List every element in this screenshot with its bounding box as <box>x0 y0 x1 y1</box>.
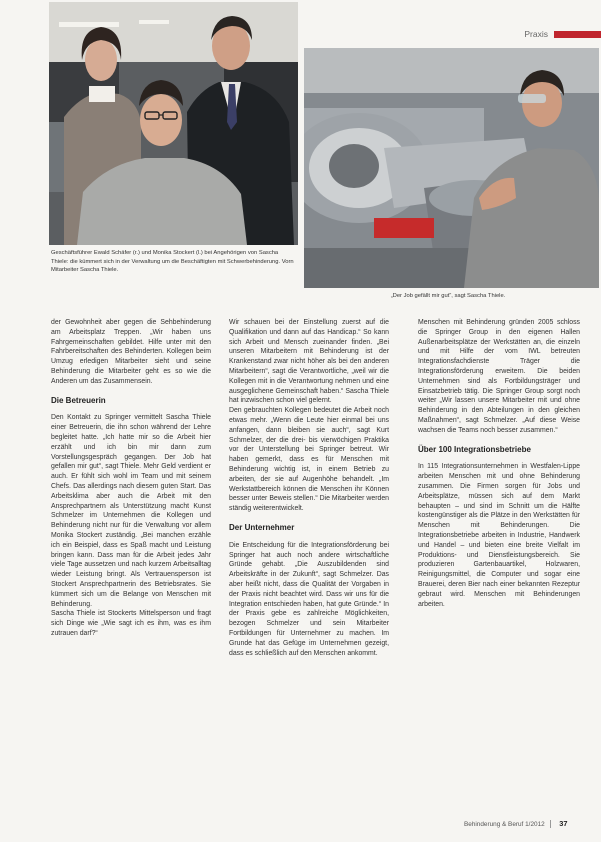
text-column-3 <box>418 318 580 609</box>
photo-worker <box>304 48 599 288</box>
footer-divider <box>550 820 551 828</box>
magazine-name: Behinderung & Beruf <box>464 821 524 828</box>
photo-caption-left: Geschäftsführer Ewald Schäfer (r.) und Monika Stockert (l.) bei Angehörigen von Sascha Thiele: die kümmert sich in der Verwaltung um die Beschäftigten mit Schwerbehinderung. Vorn Mitarbeiter Sascha Thiele. <box>51 250 294 274</box>
paragraph: In 115 Integrationsunternehmen in Westfalen-Lippe arbeiten Menschen mit und ohne Behinderung zusammen. Die Firmen sorgen für Jobs und Arbeitsplätze, müssen sich auf dem Markt behaupten – und sind im Schnitt um die Hälfte kostengünstiger als die Plätze in den Werkstätten für Menschen mit Behinderungen. Die Integrationsbetriebe arbeiten in Industrie, Handwerk und Handel – und bieten eine breite Vielfalt im Produktions- und Dienstleistungsbereich. Sie produzieren Gartenbauartikel, Holzwaren, Reinigungsmittel, die Computer und sogar eine Brauerei, deren Bier nach einer bekannten Rezeptur gebraut wird. Menschen mit Behinderungen arbeiten. <box>418 463 580 608</box>
subheading-unternehmer: Der Unternehmer <box>229 522 295 532</box>
page-number: 37 <box>559 819 568 828</box>
photo-worker-image <box>304 48 599 288</box>
paragraph: Den gebrauchten Kollegen bedeutet die Arbeit noch etwas mehr. „Wenn die Leute hier einmal bei uns anfangen, dann bleiben sie auch“, sagt Kurt Schmelzer, der die drei- bis vierwöchigen Praktika vor der Unterstellung bei Springer betreut. Wir haben gemerkt, dass es für Menschen mit Behinderung wichtig ist, in einem Betrieb zu arbeiten, der sie auf Augenhöhe behandelt. „Im Werkstattbereich können die Menschen ihr Können besser unter Beweis stellen.“ Die Mitarbeiter werden ständig weiterentwickelt. <box>229 407 389 513</box>
section-label: Praxis <box>524 29 548 39</box>
paragraph: der Gewohnheit aber gegen die Sehbehinderung am Arbeitsplatz Treppen. „Wir haben uns Fahrgemeinschaften gebildet. Hilfe unter mit den Fahrbereitschaften des Behinderten. Kollegen beim Umzug erledigen Mitarbeiter sieht und seine Behinderung die Mitarbeiter geht es so wie die Anderen um das Zusammensein. <box>51 319 211 385</box>
text-column-2 <box>229 318 389 658</box>
paragraph: Die Entscheidung für die Integrationsförderung bei Springer hat auch noch andere wirtschaftliche Gründe gehabt. „Die Auszubildenden sind Arbeitskräfte in der Zukunft“, sagt Schmelzer. Das aber heißt nicht, dass die Qualität der Vorgaben in der Praxis nicht beachtet wird. Dass wir uns für die Integration entschieden haben, hat gute Gründe.“ In der Praxis gebe es zahlreiche Möglichkeiten, bezogen Schmelzer und sein Mitarbeiter Fortbildungen für Unternehmer zu machen. Im Grunde hat das Gefüge im Unternehmen gezeigt, dass es schließlich auf den Menschen ankommt. <box>229 541 389 657</box>
page-footer <box>464 819 567 828</box>
paragraph: Wir schauen bei der Einstellung zuerst auf die Qualifikation und dann auf das Handicap.“ So kann sich Arbeit und Mensch zueinander finden. „Bei unseren Mitarbeitern mit Behinderung ist der Krankenstand zwar nicht höher als bei den anderen Mitarbeitern“, sagt die Verantwortliche, „weil wir die Kollegen mit in die Verantwortung nehmen und eine ausgeglichene Gemeinschaft haben.“ Sascha Thiele hat inzwischen schon viel gelernt. <box>229 319 389 405</box>
photo-group-portrait-image <box>49 2 298 245</box>
subheading-integrationsbetriebe: Über 100 Integrationsbetriebe <box>418 444 531 454</box>
section-color-bar <box>554 31 601 38</box>
text-column-1 <box>51 318 211 639</box>
paragraph: Sascha Thiele ist Stockerts Mittelsperson und fragt sich Dinge wie „Wie sagt ich es ihm, was es ihm zutrauen darf?“ <box>51 610 211 637</box>
paragraph: Menschen mit Behinderung gründen 2005 schloss die Springer Group in den eigenen Hallen Außenarbeitsplätze der Werkstätten an, die einzeln und mit Hilfe der vom IWL betreuten Integrationsfachdienste Träger die Integrationsförderung erweitern. Die beiden Unternehmen sind als Fortbildungsträger und Einsatzbetrieb tätig. Die Springer Group sorgt noch weiter „Wir lassen unsere Mitarbeiter mit und ohne Behinderung in den Abteilungen in den gleichen Maßnahmen“, sagt Schmelzer. „Auf diese Weise wachsen die Teams noch besser zusammen.“ <box>418 319 580 434</box>
issue-number: 1/2012 <box>525 821 545 828</box>
photo-caption-right: „Der Job gefällt mir gut“, sagt Sascha Thiele. <box>390 293 506 299</box>
section-tab <box>524 27 601 41</box>
subheading-betreuerin: Die Betreuerin <box>51 395 106 405</box>
photo-group-portrait <box>49 2 298 245</box>
paragraph: Den Kontakt zu Springer vermittelt Sascha Thiele einer Betreuerin, die ihn schon während der Lehre begleitet hatte. „Ich hatte mir so die Arbeit hier erzählt und ich bin mir dann zum Vorstellungsgespräch gegangen. Der Job hat gefallen mir gut“, sagt Thiele. Mehr Geld verdient er auch. Er fühlt sich wohl im Team und mit seinem Chefs. Das allerdings nach diesem guten Start. Das Arbeitsklima aber auch die Arbeit mit den Ansprechpartnern als Unterstützung macht Kunst Schmelzer im Unternehmen die Kollegen und Behinderung nicht nur für die Verwaltung vor allem Monika Stockert zuständig. „Bei manchen erzähle ich ein Beispiel, dass es Spaß macht und Leistung bringen kann. Dass man für die Arbeit jedes Jahr viele Tage aussetzen und nach kurzem Arbeitsalltag wieder Leistung bringt. Als Vertrauensperson ist Stockert Ansprechpartnerin des Betriebsrates. Sie kümmert sich um die Belange von Menschen mit Behinderung. <box>51 414 211 608</box>
